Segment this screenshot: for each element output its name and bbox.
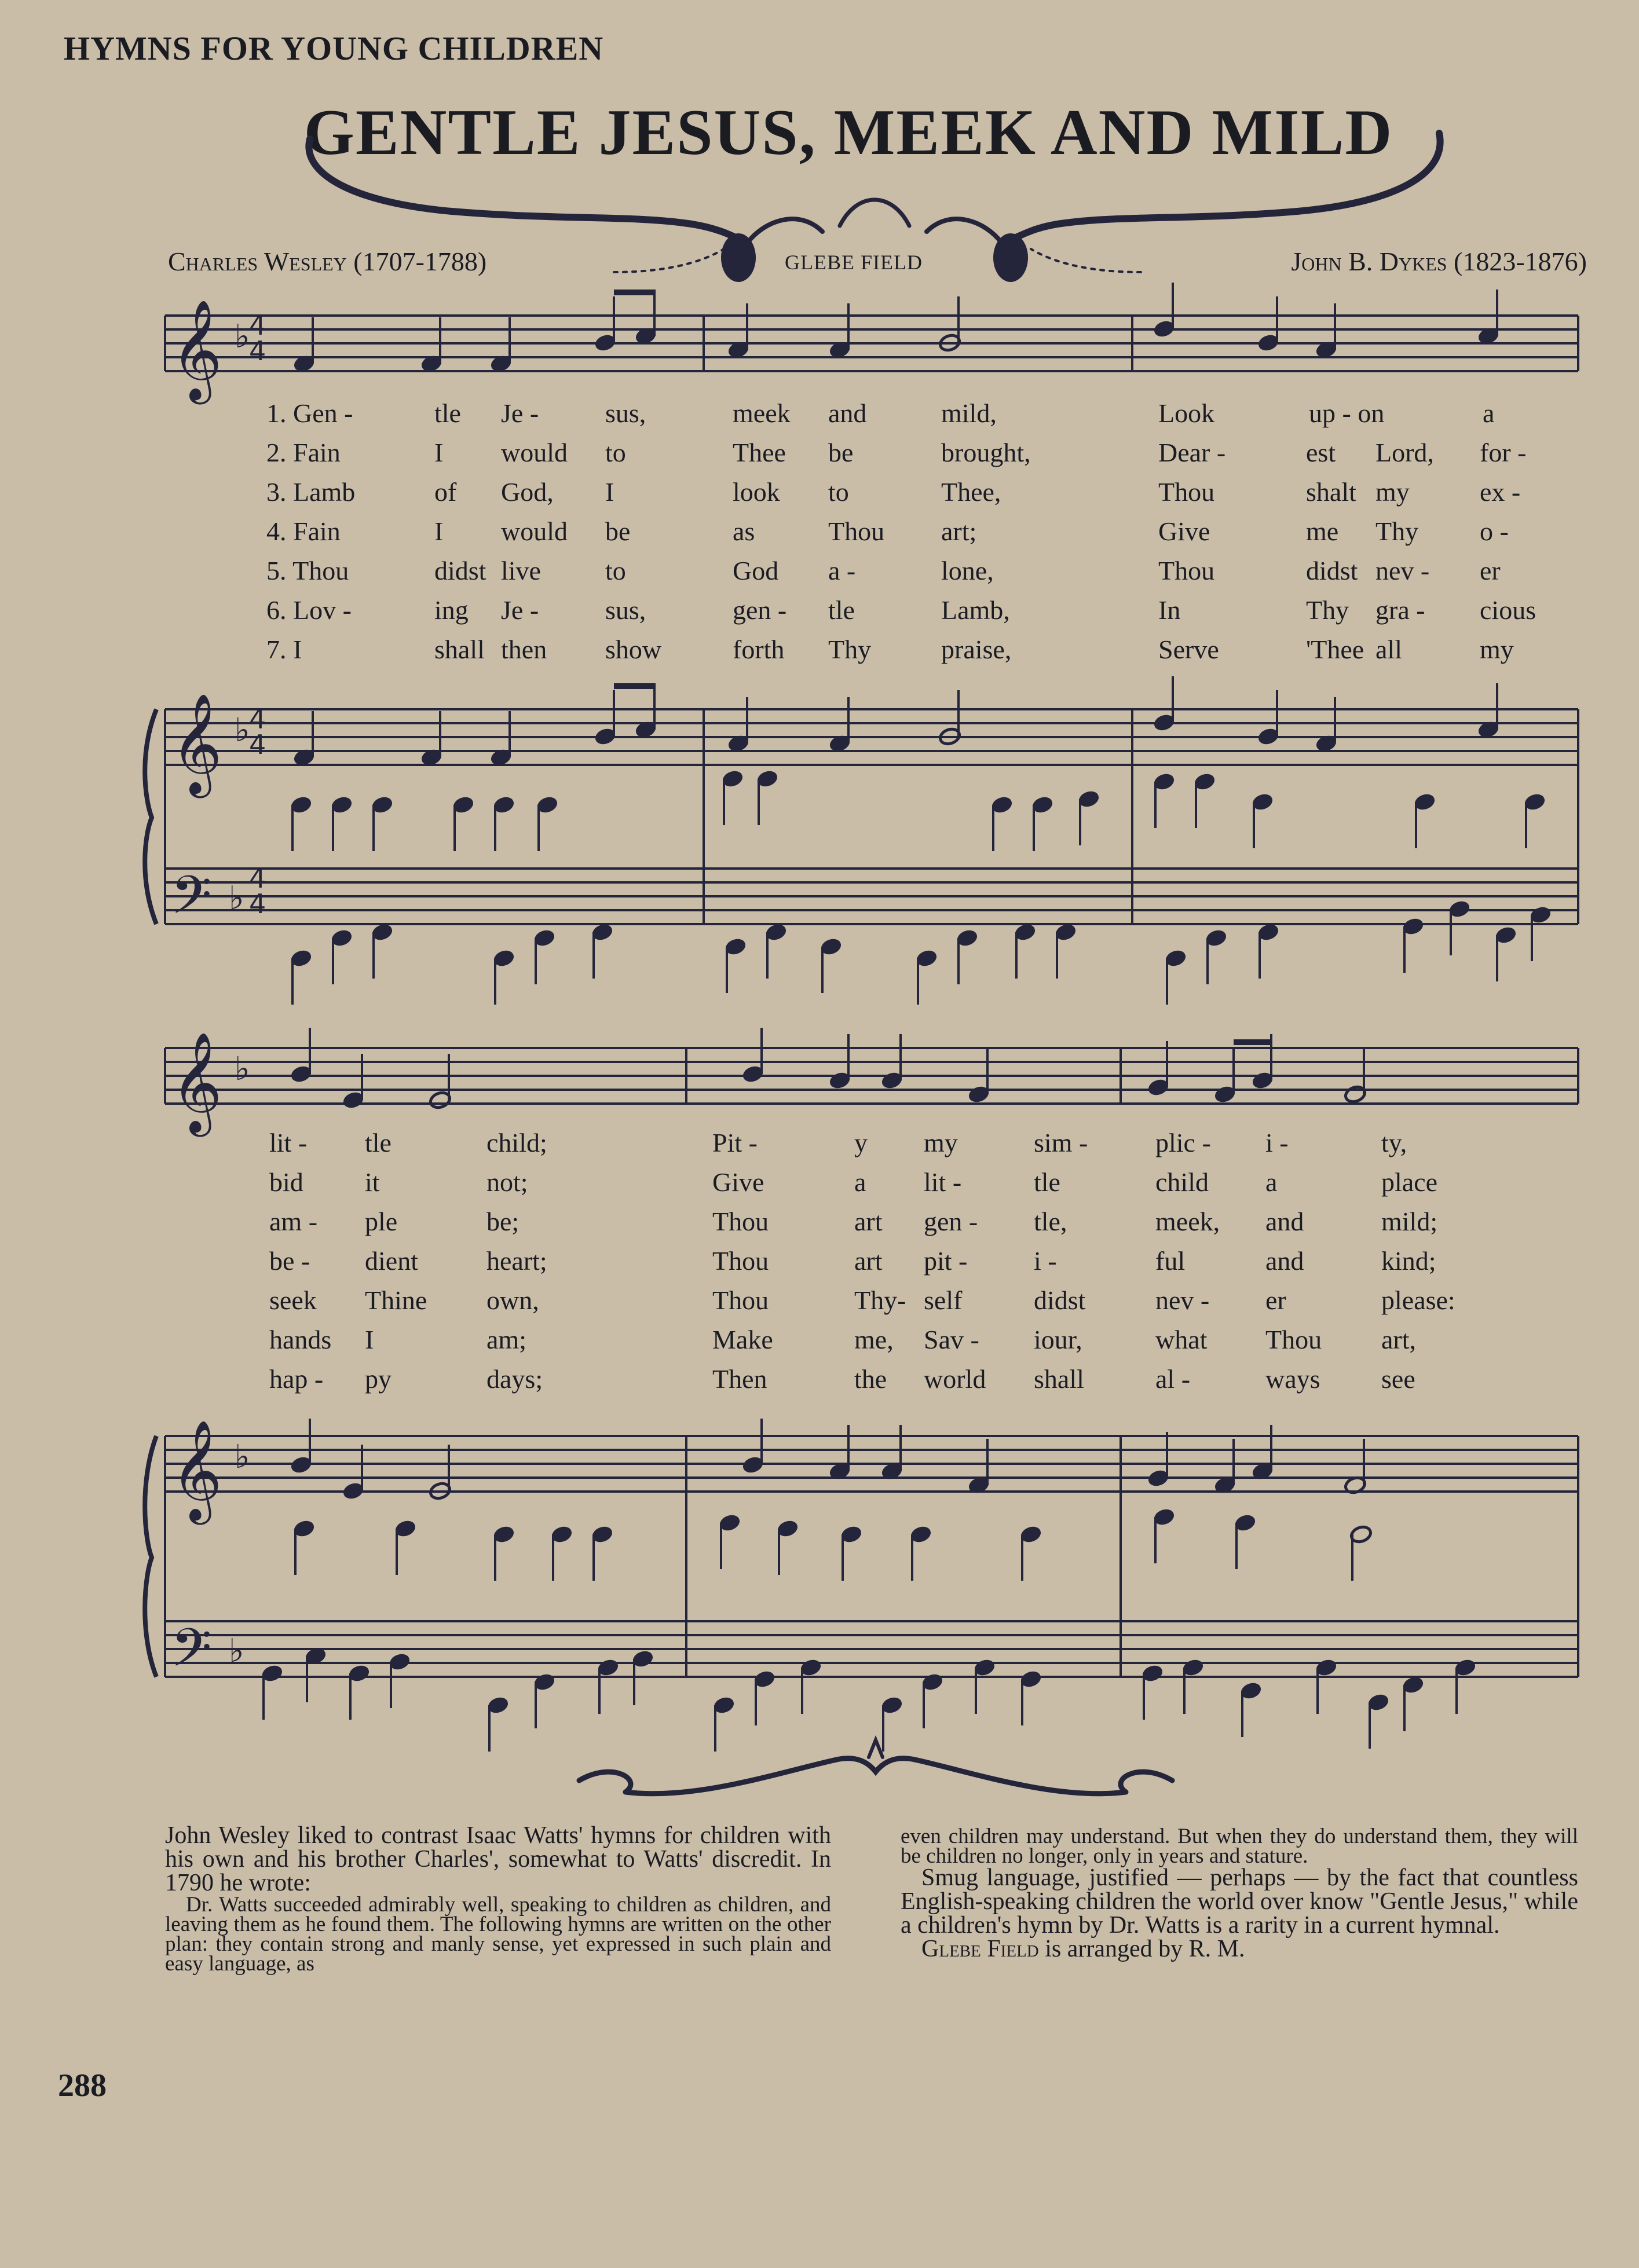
lyric-syllable: Give (712, 1167, 764, 1197)
lyric-syllable: 3. Lamb (266, 477, 356, 507)
treble-clef: 𝄞 (171, 299, 222, 400)
lyric-syllable: Thee, (941, 477, 1001, 507)
notes-para-4 (901, 1937, 1578, 1961)
lyric-syllable: tle, (1034, 1207, 1067, 1236)
lyric-syllable: Give (1158, 516, 1210, 546)
lyric-syllable: gra - (1375, 595, 1425, 625)
lyric-syllable: days; (486, 1364, 543, 1394)
author-credit: Charles Wesley (1707-1788) (168, 247, 487, 276)
lyric-syllable: then (501, 635, 547, 664)
lyric-syllable: er (1265, 1285, 1286, 1315)
time-signature-bottom: 4 (249, 729, 266, 760)
lyric-syllable: a (854, 1167, 866, 1197)
lyric-syllable: world (924, 1364, 986, 1394)
key-signature-flat: ♭ (229, 880, 244, 917)
time-signature-top: 4 (249, 863, 266, 894)
lyric-syllable: Thine (365, 1285, 427, 1315)
lyric-syllable: 2. Fain (266, 438, 341, 467)
page-number: 288 (58, 2068, 107, 2104)
lyric-syllable: ways (1265, 1364, 1320, 1394)
lyric-syllable: ple (365, 1207, 398, 1236)
lyric-syllable: self (924, 1285, 963, 1315)
lyric-syllable: 7. I (266, 635, 302, 664)
lyric-syllable: to (605, 438, 626, 467)
lyric-syllable: brought, (941, 438, 1031, 467)
lyric-syllable: show (605, 635, 662, 664)
notes-para-2: even children may understand. But when they do understand them, they will be children no longer, only in years and stature. (901, 1824, 1578, 1868)
lyric-syllable: a - (828, 556, 856, 585)
lyric-syllable: ty, (1381, 1128, 1407, 1157)
lyric-syllable: I (434, 516, 444, 546)
lyric-syllable: and (1265, 1207, 1304, 1236)
lyric-syllable: meek, (1155, 1207, 1220, 1236)
key-signature-flat: ♭ (235, 1438, 250, 1476)
lyric-syllable: praise, (941, 635, 1012, 664)
lyric-syllable: own, (486, 1285, 539, 1315)
lyric-syllable: Then (712, 1364, 767, 1394)
notes-column-right (901, 1824, 1578, 1962)
lyric-syllable: to (605, 556, 626, 585)
lyric-syllable: place (1381, 1167, 1438, 1197)
time-signature-top: 4 (249, 704, 266, 735)
lyric-syllable: mild, (941, 398, 997, 428)
lyric-syllable: to (828, 477, 849, 507)
lyric-syllable: Thy (1375, 516, 1419, 546)
lyric-syllable: gen - (733, 595, 787, 625)
lyric-syllable: iour, (1034, 1325, 1082, 1354)
lyric-syllable: bid (269, 1167, 303, 1197)
lyric-syllable: plic - (1155, 1128, 1211, 1157)
bass-clef: 𝄢 (171, 864, 212, 939)
lyric-syllable: up - on (1309, 398, 1385, 428)
lyric-syllable: as (733, 516, 755, 546)
lyric-syllable: my (924, 1128, 958, 1157)
lyric-syllable: didst (1034, 1285, 1086, 1315)
bottom-flourish (579, 1758, 1172, 1794)
lyric-syllable: o - (1480, 516, 1509, 546)
notes-column-left (165, 1824, 831, 1974)
lyric-syllable: Serve (1158, 635, 1219, 664)
lyric-syllable: art (854, 1207, 883, 1236)
lyric-syllable: my (1375, 477, 1410, 507)
lyric-syllable: of (434, 477, 457, 507)
lyric-syllable: tle (365, 1128, 392, 1157)
lyric-syllable: would (501, 516, 568, 546)
treble-clef: 𝄞 (171, 693, 222, 794)
lyric-syllable: sus, (605, 595, 646, 625)
lyric-syllable: seek (269, 1285, 317, 1315)
lyric-syllable: sim - (1034, 1128, 1088, 1157)
lyric-syllable: lit - (924, 1167, 962, 1197)
lyric-syllable: be - (269, 1246, 310, 1276)
lyric-syllable: kind; (1381, 1246, 1436, 1276)
lyric-syllable: er (1480, 556, 1501, 585)
tune-name: GLEBE FIELD (785, 251, 923, 274)
lyric-syllable: Thou (1158, 477, 1215, 507)
lyric-syllable: shall (434, 635, 485, 664)
lyric-syllable: tle (434, 398, 461, 428)
lyric-syllable: Thou (1265, 1325, 1322, 1354)
lyric-syllable: lit - (269, 1128, 308, 1157)
lyric-syllable: In (1158, 595, 1181, 625)
lyric-syllable: and (1265, 1246, 1304, 1276)
lyric-syllable: didst (434, 556, 486, 585)
lyric-syllable: a (1483, 398, 1495, 428)
title-scroll-left (309, 139, 747, 243)
lyric-syllable: pit - (924, 1246, 968, 1276)
lyric-syllable: Look (1158, 398, 1215, 428)
lyric-syllable: be (828, 438, 854, 467)
lyric-syllable: am - (269, 1207, 318, 1236)
lyric-syllable: ex - (1480, 477, 1521, 507)
time-signature-top: 4 (249, 310, 266, 341)
lyric-syllable: forth (733, 635, 785, 664)
piano-brace (145, 709, 156, 924)
lyric-syllable: art; (941, 516, 977, 546)
lyric-syllable: shalt (1306, 477, 1356, 507)
bass-clef: 𝄢 (171, 1617, 212, 1691)
lyric-syllable: would (501, 438, 568, 467)
lyric-syllable: py (365, 1364, 392, 1394)
lyric-syllable: Make (712, 1325, 773, 1354)
treble-clef: 𝄞 (171, 1420, 222, 1520)
time-signature-bottom: 4 (249, 888, 266, 919)
lyric-syllable: I (605, 477, 614, 507)
hymn-title: GENTLE JESUS, MEEK AND MILD (303, 97, 1393, 168)
notes-quote: Dr. Watts succeeded admirably well, speaking to children as children, and leaving them as he found them. The following hymns are written on the other plan: they contain strong and manly sense, yet expressed in such plain and easy language, as (165, 1893, 831, 1976)
lyric-syllable: Thy- (854, 1285, 906, 1315)
lyric-syllable: Thou (712, 1246, 769, 1276)
lyric-syllable: Thy (1306, 595, 1349, 625)
lyric-syllable: 5. Thou (266, 556, 349, 585)
lyric-syllable: am; (486, 1325, 526, 1354)
lyric-syllable: Thou (712, 1207, 769, 1236)
lyric-syllable: Thy (828, 635, 872, 664)
lyric-syllable: Sav - (924, 1325, 979, 1354)
lyric-syllable: Pit - (712, 1128, 758, 1157)
lyric-syllable: hands (269, 1325, 332, 1354)
lyric-syllable: child (1155, 1167, 1209, 1197)
title-scroll-right (1002, 133, 1440, 243)
composer-credit: John B. Dykes (1823-1876) (1291, 247, 1587, 276)
lyric-syllable: see (1381, 1364, 1415, 1394)
lyric-syllable: Lord, (1375, 438, 1434, 467)
lyric-syllable: ful (1155, 1246, 1186, 1276)
lyric-syllable: 1. Gen - (266, 398, 353, 428)
lyric-syllable: al - (1155, 1364, 1191, 1394)
lyric-syllable: my (1480, 635, 1514, 664)
lyric-syllable: sus, (605, 398, 646, 428)
running-head: HYMNS FOR YOUNG CHILDREN (64, 30, 604, 67)
lyric-syllable: shall (1034, 1364, 1084, 1394)
tune-reference: Glebe Field (921, 1936, 1039, 1962)
lyric-syllable: tle (1034, 1167, 1060, 1197)
arranger-note: is arranged by R. M. (1038, 1936, 1245, 1962)
lyric-syllable: live (501, 556, 541, 585)
lyric-syllable: dient (365, 1246, 418, 1276)
lyric-syllable: Thou (1158, 556, 1215, 585)
lyric-syllable: lone, (941, 556, 994, 585)
lyric-syllable: Thou (712, 1285, 769, 1315)
lyric-syllable: look (733, 477, 780, 507)
lyric-syllable: tle (828, 595, 855, 625)
lyric-syllable: Thou (828, 516, 885, 546)
notes-para-1: John Wesley liked to contrast Isaac Watts' hymns for children with his own and his brother Charles', somewhat to Watts' discredit. In 1790 he wrote: (165, 1822, 831, 1896)
lyric-syllable: nev - (1155, 1285, 1210, 1315)
lyric-syllable: for - (1480, 438, 1527, 467)
notes-para-3: Smug language, justified — perhaps — by the fact that countless English-speaking children the world over know "Gentle Jesus," while a children's hymn by Dr. Watts is a rarity in a current hymnal. (901, 1864, 1578, 1939)
piano-brace (145, 1436, 156, 1677)
lyric-syllable: it (365, 1167, 380, 1197)
lyric-syllable: art (854, 1246, 883, 1276)
lyric-syllable: art, (1381, 1325, 1417, 1354)
lyric-syllable: be (605, 516, 631, 546)
lyric-syllable: ing (434, 595, 469, 625)
key-signature-flat: ♭ (235, 712, 250, 749)
lyric-syllable: cious (1480, 595, 1536, 625)
lyric-syllable: God, (501, 477, 554, 507)
lyric-syllable: didst (1306, 556, 1358, 585)
lyric-syllable: hap - (269, 1364, 324, 1394)
lyric-syllable: Dear - (1158, 438, 1226, 467)
lyric-syllable: 'Thee (1306, 635, 1364, 664)
lyric-syllable: i - (1034, 1246, 1057, 1276)
lyric-syllable: 4. Fain (266, 516, 341, 546)
lyric-syllable: i - (1265, 1128, 1289, 1157)
lyric-syllable: gen - (924, 1207, 978, 1236)
treble-clef: 𝄞 (171, 1032, 222, 1133)
lyric-syllable: y (854, 1128, 868, 1157)
lyric-syllable: child; (486, 1128, 547, 1157)
lyric-syllable: and (828, 398, 867, 428)
lyric-syllable: me (1306, 516, 1339, 546)
key-signature-flat: ♭ (235, 318, 250, 356)
lyric-syllable: me, (854, 1325, 894, 1354)
lyric-syllable: meek (733, 398, 791, 428)
lyric-syllable: the (854, 1364, 887, 1394)
lyric-syllable: be; (486, 1207, 519, 1236)
lyric-syllable: 6. Lov - (266, 595, 352, 625)
key-signature-flat: ♭ (229, 1632, 244, 1670)
lyric-syllable: please: (1381, 1285, 1455, 1315)
lyric-syllable: est (1306, 438, 1336, 467)
lyric-syllable: I (365, 1325, 374, 1354)
lyric-syllable: I (434, 438, 444, 467)
lyric-syllable: mild; (1381, 1207, 1438, 1236)
lyric-syllable: what (1155, 1325, 1208, 1354)
lyric-syllable: Thee (733, 438, 786, 467)
lyric-syllable: Je - (501, 398, 539, 428)
lyric-syllable: nev - (1375, 556, 1430, 585)
lyric-syllable: all (1375, 635, 1402, 664)
lyric-syllable: not; (486, 1167, 528, 1197)
key-signature-flat: ♭ (235, 1050, 250, 1088)
lyric-syllable: Lamb, (941, 595, 1010, 625)
time-signature-bottom: 4 (249, 335, 266, 367)
lyric-syllable: Je - (501, 595, 539, 625)
lyric-syllable: a (1265, 1167, 1278, 1197)
lyric-syllable: God (733, 556, 779, 585)
lyric-syllable: heart; (486, 1246, 547, 1276)
